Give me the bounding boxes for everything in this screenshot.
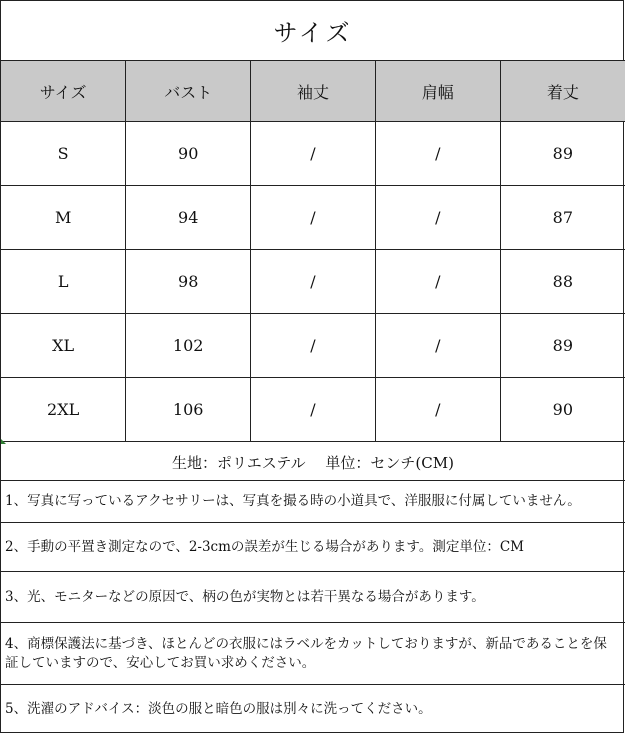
cell-bust: 94: [126, 186, 251, 250]
table-row: [1, 122, 625, 186]
cell-size: 2XL: [1, 378, 126, 442]
cell-shoulder: /: [375, 186, 500, 250]
cell-sleeve: /: [251, 250, 376, 314]
cell-length: 89: [500, 314, 625, 378]
note-label: [1, 623, 625, 685]
note-measurement: [1, 523, 625, 572]
note-text: 2、手動の平置き測定なので、2-3cmの誤差が生じる場合があります。測定単位：CM: [5, 538, 524, 555]
cell-shoulder: /: [375, 122, 500, 186]
table-row: [1, 378, 625, 442]
note-text: 3、光、モニターなどの原因で、柄の色が実物とは若干異なる場合があります。: [5, 588, 485, 605]
cell-size: M: [1, 186, 126, 250]
note-text: 5、洗濯のアドバイス：淡色の服と暗色の服は別々に洗ってください。: [5, 701, 432, 717]
note-accessories: [1, 481, 625, 523]
cell-length: 89: [500, 122, 625, 186]
note-washing: [1, 685, 625, 734]
header-bust: バスト: [126, 61, 251, 122]
cell-bust: 98: [126, 250, 251, 314]
note-text: 1、写真に写っているアクセサリーは、写真を撮る時の小道具で、洋服服に付属していません。: [5, 493, 581, 509]
cell-bust: 102: [126, 314, 251, 378]
material-unit-line: 生地：ポリエステル 単位：センチ(CM): [1, 444, 625, 481]
table-row: [1, 250, 625, 314]
cell-size: S: [1, 122, 126, 186]
cell-bust: 106: [126, 378, 251, 442]
note-text: 4、商標保護法に基づき、ほとんどの衣服にはラベルをカットしておりますが、新品であることを保証していますので、安心してお買い求めください。: [5, 635, 607, 671]
cell-shoulder: /: [375, 250, 500, 314]
cell-sleeve: /: [251, 378, 376, 442]
header-sleeve-length: 袖丈: [251, 61, 376, 122]
cell-length: 90: [500, 378, 625, 442]
table-header-row: [1, 61, 625, 122]
cell-bust: 90: [126, 122, 251, 186]
table-row: [1, 314, 625, 378]
cell-shoulder: /: [375, 314, 500, 378]
header-size: サイズ: [1, 61, 126, 122]
cell-shoulder: /: [375, 378, 500, 442]
cell-length: 87: [500, 186, 625, 250]
cell-sleeve: /: [251, 314, 376, 378]
size-table: [1, 61, 625, 442]
cell-sleeve: /: [251, 186, 376, 250]
note-color: [1, 572, 625, 623]
header-length: 着丈: [500, 61, 625, 122]
cell-length: 88: [500, 250, 625, 314]
cell-size: L: [1, 250, 126, 314]
cell-sleeve: /: [251, 122, 376, 186]
header-shoulder-width: 肩幅: [375, 61, 500, 122]
table-row: [1, 186, 625, 250]
cell-size: XL: [1, 314, 126, 378]
chart-title: サイズ: [1, 1, 625, 61]
